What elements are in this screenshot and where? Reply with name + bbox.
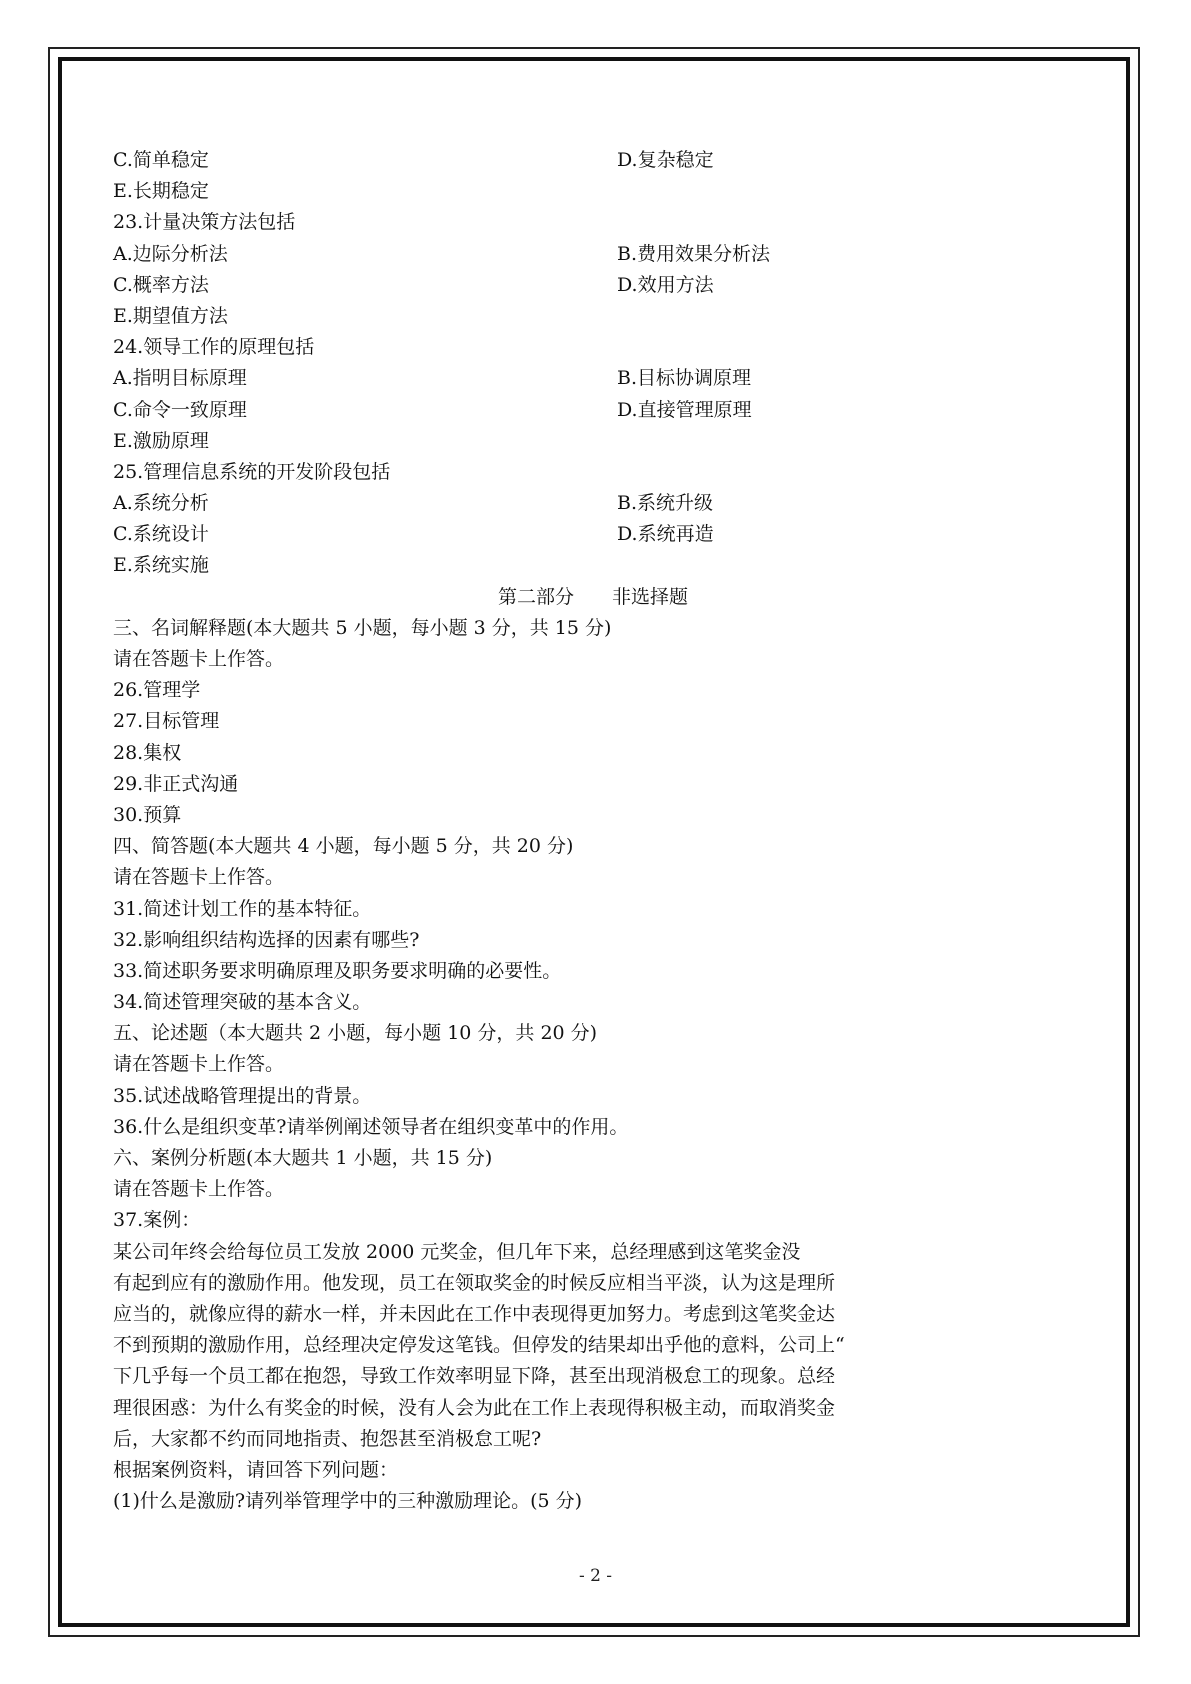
option-a: A.边际分析法 — [113, 242, 228, 265]
question-28: 28.集权 — [113, 741, 182, 764]
section-6-title: 六、案例分析题(本大题共 1 小题，共 15 分) — [113, 1147, 493, 1169]
option-c: C.简单稳定 — [113, 149, 209, 171]
question-27: 27.目标管理 — [113, 710, 220, 733]
question-25-stem: 25.管理信息系统的开发阶段包括 — [113, 460, 391, 483]
case-text-line: 下几乎每一个员工都在抱怨，导致工作效率明显下降，甚至出现消极怠工的现象。总经 — [113, 1365, 836, 1388]
question-30: 30.预算 — [113, 803, 182, 826]
option-c: C.命令一致原理 — [113, 398, 247, 421]
case-prompt: 根据案例资料，请回答下列问题： — [113, 1458, 399, 1481]
option-a: A.系统分析 — [113, 492, 209, 515]
section-4-title: 四、简答题(本大题共 4 小题，每小题 5 分，共 20 分) — [113, 835, 574, 858]
option-e: E.激励原理 — [113, 429, 209, 452]
section-6-note: 请在答题卡上作答。 — [113, 1178, 285, 1201]
option-d: D.复杂稳定 — [617, 149, 714, 171]
case-text-line: 后，大家都不约而同地指责、抱怨甚至消极怠工呢? — [113, 1427, 542, 1450]
question-24-stem: 24.领导工作的原理包括 — [113, 336, 315, 359]
question-34: 34.简述管理突破的基本含义。 — [113, 991, 372, 1014]
section-3-note: 请在答题卡上作答。 — [113, 648, 285, 670]
page-number: - 2 - — [578, 1566, 613, 1586]
case-text-line: 应当的，就像应得的薪水一样，并未因此在工作中表现得更加努力。考虑到这笔奖金达 — [113, 1302, 836, 1325]
option-b: B.目标协调原理 — [617, 367, 752, 390]
section-4-note: 请在答题卡上作答。 — [113, 866, 285, 889]
option-b: B.系统升级 — [617, 492, 714, 515]
question-25-options-row — [113, 519, 1073, 550]
section-3-title: 三、名词解释题(本大题共 5 小题，每小题 3 分，共 15 分) — [113, 616, 612, 639]
question-24-options-row — [113, 395, 1073, 426]
question-23-stem: 23.计量决策方法包括 — [113, 211, 296, 234]
part-2-title: 第二部分 非选择题 — [497, 585, 688, 608]
option-c: C.概率方法 — [113, 273, 209, 296]
section-5-note: 请在答题卡上作答。 — [113, 1053, 285, 1076]
question-26: 26.管理学 — [113, 679, 201, 702]
question-23-options-row — [113, 270, 1073, 301]
question-32: 32.影响组织结构选择的因素有哪些? — [113, 928, 420, 951]
option-c: C.系统设计 — [113, 523, 209, 546]
question-22-options-row — [113, 145, 1073, 176]
option-e: E.系统实施 — [113, 554, 209, 577]
case-text-line: 不到预期的激励作用，总经理决定停发这笔钱。但停发的结果却出乎他的意料，公司上“ — [113, 1334, 845, 1357]
question-29: 29.非正式沟通 — [113, 772, 239, 795]
question-37-label: 37.案例： — [113, 1209, 201, 1232]
option-d: D.系统再造 — [617, 523, 714, 546]
option-e: E.长期稳定 — [113, 180, 209, 203]
question-23-options-row — [113, 239, 1073, 270]
section-5-title: 五、论述题（本大题共 2 小题，每小题 10 分，共 20 分) — [113, 1022, 598, 1045]
question-31: 31.简述计划工作的基本特征。 — [113, 897, 372, 920]
question-36: 36.什么是组织变革?请举例阐述领导者在组织变革中的作用。 — [113, 1115, 629, 1138]
case-text-line: 理很困惑：为什么有奖金的时候，没有人会为此在工作上表现得积极主动，而取消奖金 — [113, 1396, 836, 1419]
exam-content — [113, 145, 1073, 1517]
question-33: 33.简述职务要求明确原理及职务要求明确的必要性。 — [113, 959, 562, 982]
option-d: D.效用方法 — [617, 273, 714, 296]
option-b: B.费用效果分析法 — [617, 242, 771, 265]
question-25-options-row — [113, 488, 1073, 519]
question-35: 35.试述战略管理提出的背景。 — [113, 1084, 372, 1107]
case-text-line: 有起到应有的激励作用。他发现，员工在领取奖金的时候反应相当平淡，认为这是理所 — [113, 1271, 836, 1294]
case-question-1: (1)什么是激励?请列举管理学中的三种激励理论。(5 分) — [113, 1490, 583, 1513]
case-text-line: 某公司年终会给每位员工发放 2000 元奖金，但几年下来，总经理感到这笔奖金没 — [113, 1240, 801, 1263]
question-24-options-row — [113, 363, 1073, 394]
option-d: D.直接管理原理 — [617, 398, 752, 421]
option-e: E.期望值方法 — [113, 304, 228, 327]
option-a: A.指明目标原理 — [113, 367, 247, 390]
